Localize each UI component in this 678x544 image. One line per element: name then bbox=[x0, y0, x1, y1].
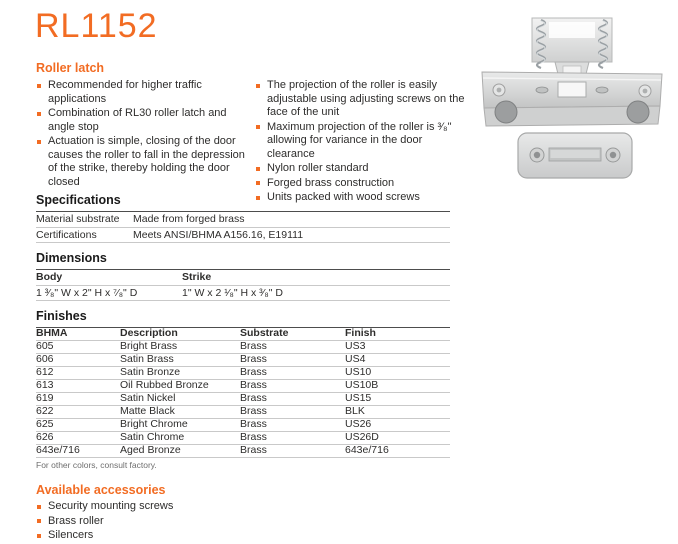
strike-plate-product-image bbox=[517, 132, 633, 179]
finish-code: US4 bbox=[345, 353, 366, 365]
spec-label: Certifications bbox=[36, 228, 97, 241]
substrate: Brass bbox=[240, 444, 267, 456]
substrate: Brass bbox=[240, 379, 267, 391]
specifications-heading: Specifications bbox=[36, 193, 121, 207]
feature-text: Recommended for higher traffic applications bbox=[48, 79, 202, 105]
feature-text: Combination of RL30 roller latch and angle stop bbox=[48, 107, 227, 133]
spec-value: Made from forged brass bbox=[133, 213, 245, 225]
bullet-icon bbox=[256, 84, 260, 88]
column-header: Finish bbox=[345, 327, 376, 339]
accessory-text: Security mounting screws bbox=[48, 500, 174, 512]
accessories-section bbox=[36, 483, 450, 543]
spec-value: Meets ANSI/BHMA A156.16, E19111 bbox=[133, 228, 304, 241]
table-row bbox=[36, 212, 450, 228]
substrate: Brass bbox=[240, 353, 267, 365]
bullet-icon bbox=[37, 84, 41, 88]
substrate: Brass bbox=[240, 340, 267, 352]
list-item bbox=[255, 121, 470, 162]
dimension-value: 1 ³⁄₈" W x 2" H x ⁷⁄₈" D bbox=[36, 286, 138, 299]
bullet-icon bbox=[37, 519, 41, 523]
list-item bbox=[255, 162, 470, 176]
table-header-row bbox=[36, 270, 450, 286]
feature-text: Units packed with wood screws bbox=[267, 191, 420, 203]
finishes-table bbox=[36, 327, 450, 458]
finish-code: US15 bbox=[345, 392, 372, 404]
dimension-value: 1" W x 2 ¹⁄₈" H x ³⁄₈" D bbox=[182, 286, 283, 299]
finish-code: US10B bbox=[345, 379, 379, 391]
finishes-section bbox=[36, 310, 450, 470]
specifications-table bbox=[36, 211, 450, 243]
table-row bbox=[36, 286, 450, 302]
roller-latch-product-image bbox=[479, 12, 665, 130]
finish-description: Aged Bronze bbox=[120, 444, 181, 456]
feature-text: Actuation is simple, closing of the door causes the roller to fall in the depression of the strike, thereby holding the door closed bbox=[48, 135, 245, 188]
bhma-code: 605 bbox=[36, 340, 54, 352]
section-heading-roller-latch: Roller latch bbox=[36, 61, 105, 75]
list-item bbox=[36, 107, 249, 134]
table-row bbox=[36, 445, 450, 458]
bullet-icon bbox=[37, 534, 41, 538]
spec-tables bbox=[36, 194, 450, 544]
bhma-code: 613 bbox=[36, 379, 54, 391]
column-header: Substrate bbox=[240, 327, 289, 339]
bullet-icon bbox=[256, 181, 260, 185]
substrate: Brass bbox=[240, 418, 267, 430]
finish-description: Satin Bronze bbox=[120, 366, 181, 378]
feature-text: Forged brass construction bbox=[267, 176, 395, 189]
finish-description: Bright Brass bbox=[120, 340, 178, 352]
list-item bbox=[36, 135, 249, 189]
list-item bbox=[255, 177, 470, 191]
column-header: BHMA bbox=[36, 327, 68, 339]
accessories-list bbox=[36, 500, 450, 543]
bhma-code: 606 bbox=[36, 353, 54, 365]
finish-code: BLK bbox=[345, 405, 365, 417]
substrate: Brass bbox=[240, 431, 267, 443]
finish-code: US3 bbox=[345, 340, 366, 352]
list-item bbox=[36, 515, 450, 529]
finish-code: US26D bbox=[345, 431, 379, 443]
column-header: Body bbox=[36, 271, 63, 283]
feature-list-right bbox=[255, 79, 470, 206]
substrate: Brass bbox=[240, 392, 267, 404]
bullet-icon bbox=[37, 140, 41, 144]
bhma-code: 625 bbox=[36, 418, 54, 430]
feature-text: The projection of the roller is easily adjustable using adjusting screws on the face of the unit bbox=[267, 79, 465, 118]
finish-description: Satin Brass bbox=[120, 353, 174, 365]
list-item bbox=[36, 79, 249, 106]
finish-description: Oil Rubbed Bronze bbox=[120, 379, 209, 391]
column-header: Strike bbox=[182, 271, 212, 283]
finishes-footnote: For other colors, consult factory. bbox=[36, 460, 157, 470]
finish-description: Satin Chrome bbox=[120, 431, 185, 443]
feature-text: Maximum projection of the roller is ³⁄₈" allowing for variance in the door clearance bbox=[267, 120, 452, 160]
accessories-heading: Available accessories bbox=[36, 483, 166, 497]
bullet-icon bbox=[256, 125, 260, 129]
bhma-code: 626 bbox=[36, 431, 54, 443]
feature-text: Nylon roller standard bbox=[267, 162, 369, 174]
column-header: Description bbox=[120, 327, 178, 339]
accessory-text: Brass roller bbox=[48, 514, 104, 527]
finish-code: US10 bbox=[345, 366, 372, 378]
bullet-icon bbox=[37, 505, 41, 509]
page-title: RL1152 bbox=[35, 7, 158, 45]
bhma-code: 622 bbox=[36, 405, 54, 417]
bhma-code: 643e/716 bbox=[36, 444, 80, 456]
dimensions-section bbox=[36, 252, 450, 301]
substrate: Brass bbox=[240, 405, 267, 417]
accessory-text: Silencers bbox=[48, 529, 94, 541]
dimensions-heading: Dimensions bbox=[36, 251, 107, 265]
feature-list-left bbox=[36, 79, 249, 190]
finish-code: US26 bbox=[345, 418, 372, 430]
finish-code: 643e/716 bbox=[345, 444, 389, 456]
substrate: Brass bbox=[240, 366, 267, 378]
specifications-section bbox=[36, 194, 450, 243]
bhma-code: 612 bbox=[36, 366, 54, 378]
list-item bbox=[36, 500, 450, 514]
bhma-code: 619 bbox=[36, 392, 54, 404]
list-item bbox=[36, 529, 450, 543]
table-row bbox=[36, 228, 450, 244]
finish-description: Bright Chrome bbox=[120, 418, 188, 430]
bullet-icon bbox=[256, 167, 260, 171]
spec-label: Material substrate bbox=[36, 213, 120, 225]
finishes-heading: Finishes bbox=[36, 309, 87, 323]
list-item bbox=[255, 79, 470, 120]
finish-description: Matte Black bbox=[120, 405, 175, 417]
bullet-icon bbox=[37, 112, 41, 116]
dimensions-table bbox=[36, 269, 450, 301]
finish-description: Satin Nickel bbox=[120, 392, 176, 404]
